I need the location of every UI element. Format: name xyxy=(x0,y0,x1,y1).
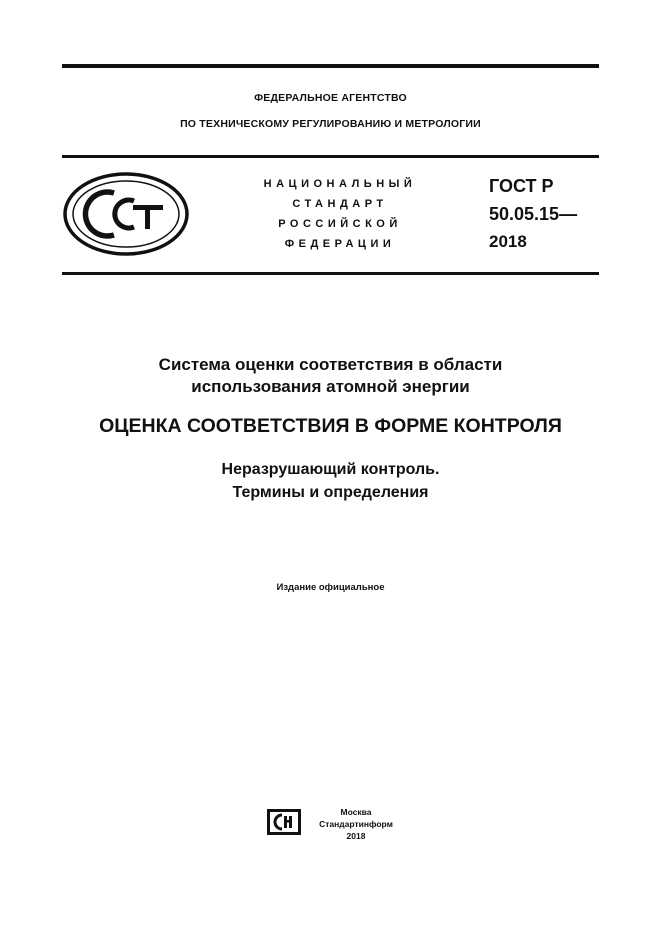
national-standard-line: НАЦИОНАЛЬНЫЙ xyxy=(263,178,417,190)
series-title-line1: Система оценки соответствия в области xyxy=(158,355,503,374)
standard-code-line2: 50.05.15— xyxy=(489,204,578,224)
header-rule xyxy=(62,155,599,158)
subtitle-line1: Неразрушающий контроль. xyxy=(221,461,440,478)
national-standard-line: ФЕДЕРАЦИИ xyxy=(284,238,396,250)
rst-certification-logo-icon xyxy=(62,171,190,257)
top-rule xyxy=(62,64,599,68)
publisher-name: Стандартинформ xyxy=(319,819,393,829)
document-series-title xyxy=(62,354,599,398)
standard-code-line1: ГОСТ Р xyxy=(489,176,554,196)
national-standard-label xyxy=(240,174,440,254)
header-bottom-rule xyxy=(62,272,599,275)
national-standard-line: РОССИЙСКОЙ xyxy=(278,218,402,230)
standard-code xyxy=(489,172,577,256)
standard-code-year: 2018 xyxy=(489,232,527,251)
standartinform-logo-icon xyxy=(266,808,302,836)
subtitle-line2: Термины и определения xyxy=(232,484,429,501)
series-title-line2: использования атомной энергии xyxy=(191,377,470,396)
agency-name-line2: ПО ТЕХНИЧЕСКОМУ РЕГУЛИРОВАНИЮ И МЕТРОЛОГИИ xyxy=(180,118,481,130)
publisher-city: Москва xyxy=(340,807,372,817)
edition-note: Издание официальное xyxy=(276,582,385,593)
publisher-info xyxy=(306,806,406,842)
document-subtitle xyxy=(62,458,599,504)
agency-name-line1: ФЕДЕРАЛЬНОЕ АГЕНТСТВО xyxy=(254,92,407,104)
national-standard-line: СТАНДАРТ xyxy=(292,198,388,210)
document-main-title: ОЦЕНКА СООТВЕТСТВИЯ В ФОРМЕ КОНТРОЛЯ xyxy=(99,415,562,437)
publisher-year: 2018 xyxy=(346,831,366,841)
